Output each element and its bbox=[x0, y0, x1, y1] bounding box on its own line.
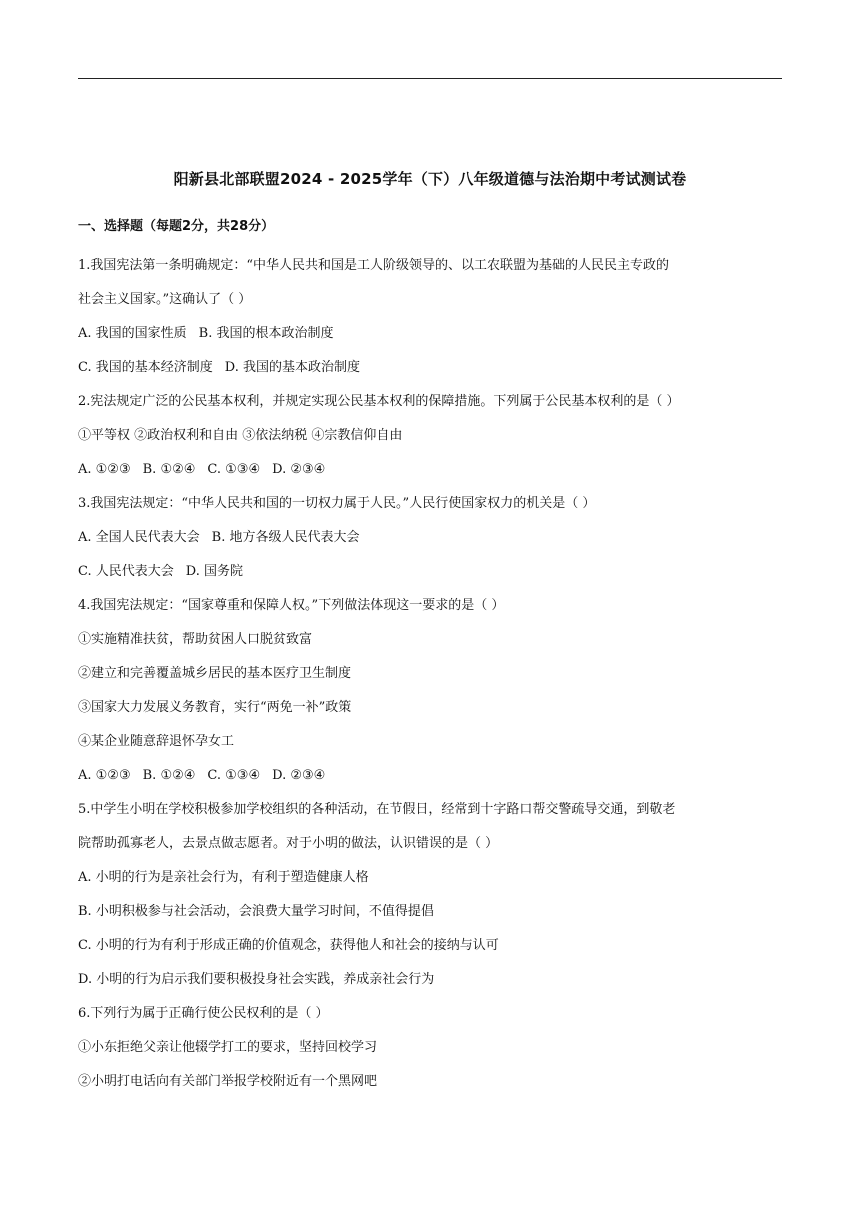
option-c: C. ①③④ bbox=[207, 768, 261, 783]
option-c: C. 我国的基本经济制度 bbox=[78, 360, 213, 375]
question-1-stem-line-2: 社会主义国家。”这确认了（ ） bbox=[78, 292, 252, 307]
option-c: C. 人民代表大会 bbox=[78, 564, 174, 579]
question-4 bbox=[78, 589, 782, 793]
question-4-item-4: ④某企业随意辞退怀孕女工 bbox=[78, 734, 235, 749]
question-4-stem-line-1: 4.我国宪法规定：“国家尊重和保障人权。”下列做法体现这一要求的是（ ） bbox=[78, 598, 505, 613]
question-5-stem-line-1: 5.中学生小明在学校积极参加学校组织的各种活动，在节假日，经常到十字路口帮交警疏导交通，到敬老 bbox=[78, 802, 676, 817]
section-heading: 一、选择题（每题2分，共28分） bbox=[78, 219, 275, 234]
question-3-options-row-1 bbox=[78, 521, 782, 555]
question-3 bbox=[78, 487, 782, 589]
question-6 bbox=[78, 997, 782, 1099]
option-a: A. ①②③ bbox=[78, 768, 131, 783]
question-1-options-row-2 bbox=[78, 351, 782, 385]
option-b: B. 小明积极参与社会活动，会浪费大量学习时间，不值得提倡 bbox=[78, 904, 434, 919]
question-6-item-1: ①小东拒绝父亲让他辍学打工的要求，坚持回校学习 bbox=[78, 1040, 378, 1055]
question-4-options-row-1 bbox=[78, 759, 782, 793]
question-3-options-row-2 bbox=[78, 555, 782, 589]
question-2-options-row-1 bbox=[78, 453, 782, 487]
question-1-stem-line-1: 1.我国宪法第一条明确规定：“中华人民共和国是工人阶级领导的、以工农联盟为基础的人民民主专政的 bbox=[78, 258, 670, 273]
question-6-item-2: ②小明打电话向有关部门举报学校附近有一个黑网吧 bbox=[78, 1074, 378, 1089]
option-b: B. ①②④ bbox=[142, 768, 196, 783]
question-5-stem-line-2: 院帮助孤寡老人，去景点做志愿者。对于小明的做法，认识错误的是（ ） bbox=[78, 836, 499, 851]
question-1 bbox=[78, 249, 782, 385]
option-d: D. ②③④ bbox=[272, 768, 326, 783]
question-2 bbox=[78, 385, 782, 487]
question-2-item-1: ①平等权 ②政治权利和自由 ③依法纳税 ④宗教信仰自由 bbox=[78, 428, 403, 443]
question-5 bbox=[78, 793, 782, 997]
option-a: A. 全国人民代表大会 bbox=[78, 530, 200, 545]
option-b: B. ①②④ bbox=[142, 462, 196, 477]
exam-title: 阳新县北部联盟2024 - 2025学年（下）八年级道德与法治期中考试测试卷 bbox=[173, 170, 687, 188]
question-3-stem-line-1: 3.我国宪法规定：“中华人民共和国的一切权力属于人民。”人民行使国家权力的机关是（ ） bbox=[78, 496, 596, 511]
option-a: A. 我国的国家性质 bbox=[78, 326, 187, 341]
question-2-stem-line-1: 2.宪法规定广泛的公民基本权利，并规定实现公民基本权利的保障措施。下列属于公民基本权利的是（ ） bbox=[78, 394, 680, 409]
question-4-item-1: ①实施精准扶贫，帮助贫困人口脱贫致富 bbox=[78, 632, 313, 647]
option-a: A. ①②③ bbox=[78, 462, 131, 477]
option-c: C. ①③④ bbox=[207, 462, 261, 477]
option-a: A. 小明的行为是亲社会行为，有利于塑造健康人格 bbox=[78, 870, 369, 885]
option-b: B. 我国的根本政治制度 bbox=[198, 326, 334, 341]
option-d: D. 小明的行为启示我们要积极投身社会实践，养成亲社会行为 bbox=[78, 972, 435, 987]
header-rule bbox=[78, 78, 782, 79]
question-6-stem-line-1: 6.下列行为属于正确行使公民权利的是（ ） bbox=[78, 1006, 329, 1021]
option-b: B. 地方各级人民代表大会 bbox=[211, 530, 360, 545]
option-d: D. 国务院 bbox=[185, 564, 243, 579]
question-1-options-row-1 bbox=[78, 317, 782, 351]
exam-content bbox=[78, 215, 782, 1099]
option-d: D. ②③④ bbox=[272, 462, 326, 477]
question-4-item-2: ②建立和完善覆盖城乡居民的基本医疗卫生制度 bbox=[78, 666, 352, 681]
question-4-item-3: ③国家大力发展义务教育，实行“两免一补”政策 bbox=[78, 700, 352, 715]
option-c: C. 小明的行为有利于形成正确的价值观念，获得他人和社会的接纳与认可 bbox=[78, 938, 499, 953]
option-d: D. 我国的基本政治制度 bbox=[224, 360, 360, 375]
